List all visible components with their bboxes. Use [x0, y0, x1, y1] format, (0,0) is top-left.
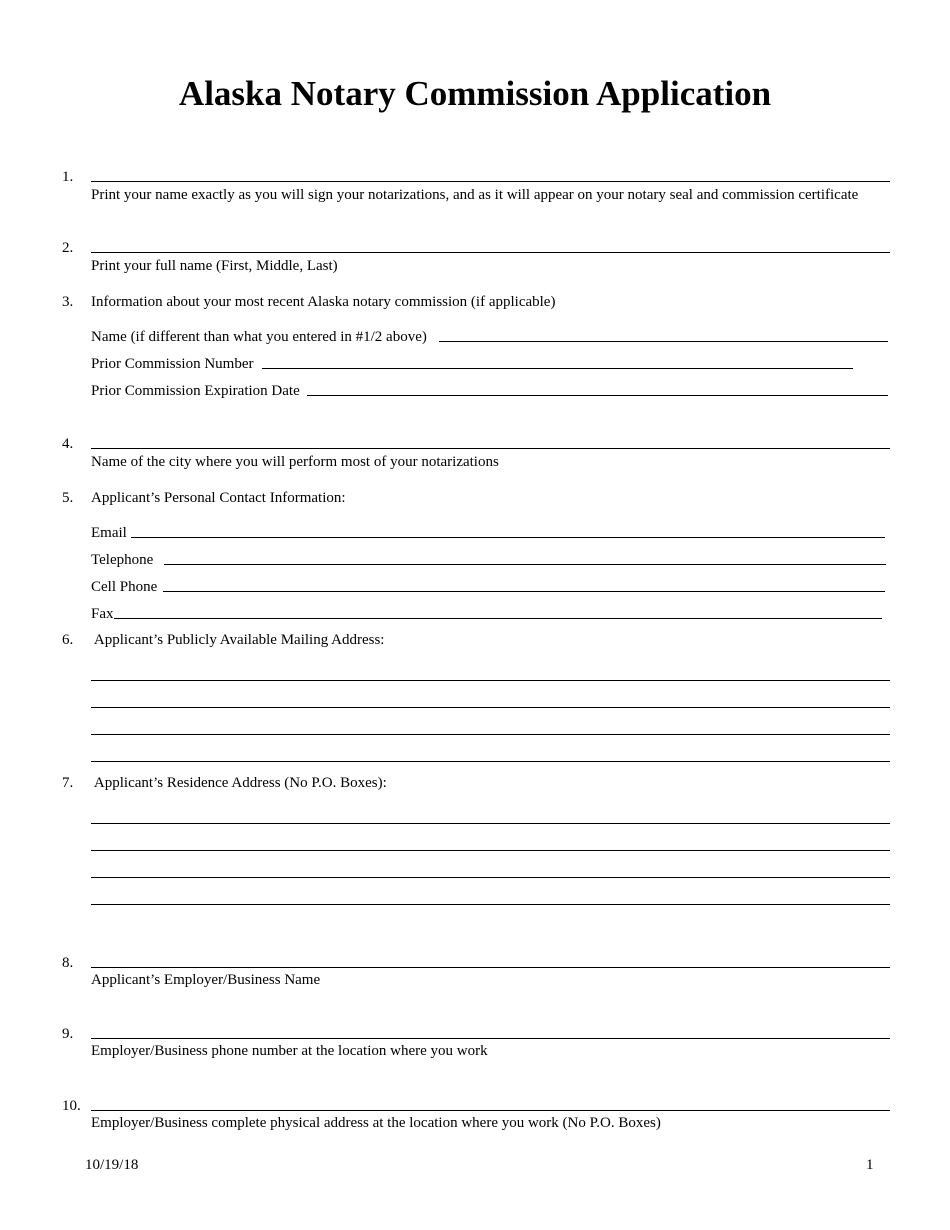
prior-expiration-date-label: Prior Commission Expiration Date — [91, 383, 300, 399]
employer-name-input-line[interactable] — [91, 967, 890, 968]
prior-commission-number-input-line[interactable] — [262, 368, 853, 369]
city-input-line[interactable] — [91, 448, 890, 449]
cell-phone-label: Cell Phone — [91, 579, 158, 595]
fax-label: Fax — [91, 606, 114, 622]
item-caption-6: Applicant’s Publicly Available Mailing Address: — [91, 632, 385, 648]
residence-address-line-1[interactable] — [91, 823, 890, 824]
item-number-3: 3. — [62, 294, 74, 310]
item-number-9: 9. — [62, 1026, 74, 1042]
telephone-input-line[interactable] — [164, 564, 886, 565]
email-input-line[interactable] — [131, 537, 885, 538]
email-label: Email — [91, 525, 127, 541]
prior-expiration-date-input-line[interactable] — [307, 395, 888, 396]
item-number-6: 6. — [62, 632, 74, 648]
item-caption-10: Employer/Business complete physical address at the location where you work (No P.O. Boxes) — [91, 1115, 661, 1131]
name-as-signed-input-line[interactable] — [91, 181, 890, 182]
cell-phone-input-line[interactable] — [163, 591, 885, 592]
document-title: Alaska Notary Commission Application — [178, 74, 772, 113]
prior-commission-number-label: Prior Commission Number — [91, 356, 254, 372]
telephone-label: Telephone — [91, 552, 154, 568]
item-number-1: 1. — [62, 169, 74, 185]
residence-address-line-2[interactable] — [91, 850, 890, 851]
item-number-4: 4. — [62, 436, 74, 452]
employer-address-input-line[interactable] — [91, 1110, 890, 1111]
item-caption-9: Employer/Business phone number at the location where you work — [91, 1043, 488, 1059]
footer-date: 10/19/18 — [85, 1157, 139, 1173]
item-caption-8: Applicant’s Employer/Business Name — [91, 972, 321, 988]
prior-name-label: Name (if different than what you entered in #1/2 above) — [91, 329, 427, 345]
residence-address-line-3[interactable] — [91, 877, 890, 878]
item-number-2: 2. — [62, 240, 74, 256]
item-caption-5: Applicant’s Personal Contact Information: — [91, 490, 346, 506]
page-number: 1 — [866, 1157, 874, 1173]
prior-name-input-line[interactable] — [439, 341, 888, 342]
mailing-address-line-1[interactable] — [91, 680, 890, 681]
mailing-address-line-2[interactable] — [91, 707, 890, 708]
item-number-5: 5. — [62, 490, 74, 506]
mailing-address-line-4[interactable] — [91, 761, 890, 762]
item-caption-4: Name of the city where you will perform most of your notarizations — [91, 454, 499, 470]
item-caption-2: Print your full name (First, Middle, Last) — [91, 258, 338, 274]
item-caption-1: Print your name exactly as you will sign your notarizations, and as it will appear on your notary seal and commission certificate — [91, 187, 859, 203]
fax-input-line[interactable] — [114, 618, 882, 619]
mailing-address-line-3[interactable] — [91, 734, 890, 735]
item-number-10: 10. — [62, 1098, 81, 1114]
item-caption-3: Information about your most recent Alaska notary commission (if applicable) — [91, 294, 556, 310]
residence-address-line-4[interactable] — [91, 904, 890, 905]
item-number-8: 8. — [62, 955, 74, 971]
full-name-input-line[interactable] — [91, 252, 890, 253]
item-number-7: 7. — [62, 775, 74, 791]
item-caption-7: Applicant’s Residence Address (No P.O. Boxes): — [91, 775, 387, 791]
employer-phone-input-line[interactable] — [91, 1038, 890, 1039]
